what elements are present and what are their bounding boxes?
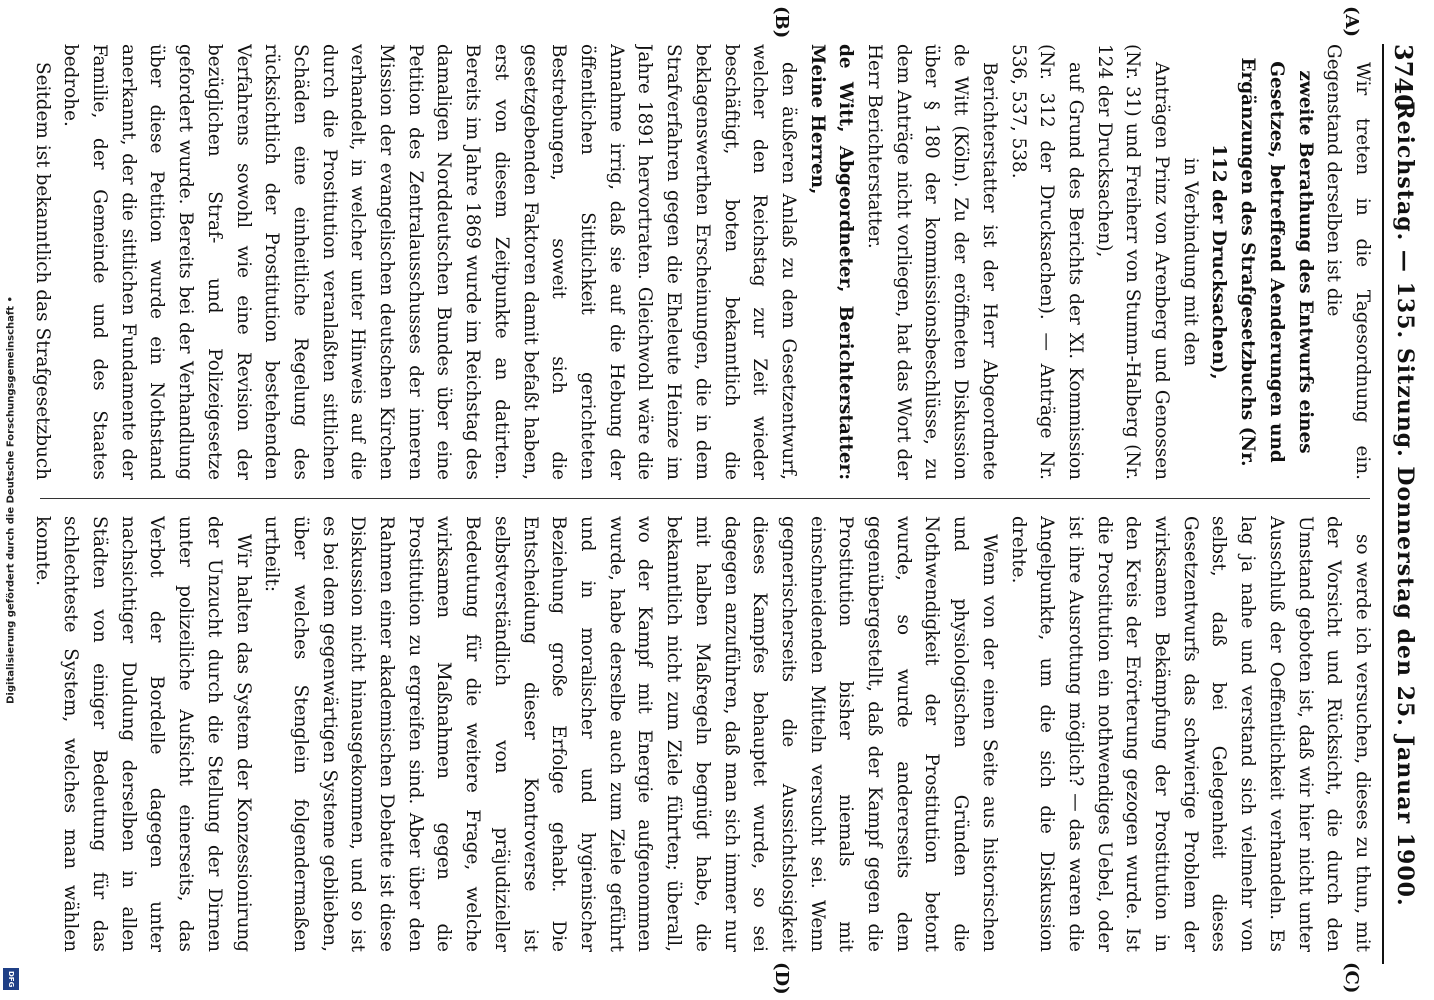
digitization-credit <box>0 0 22 1000</box>
margin-marker-a: (A) <box>1341 6 1362 37</box>
paragraph <box>26 516 27 952</box>
margin-marker-c: (C) <box>1341 962 1362 994</box>
paragraph: den äußeren Anlaß zu dem Gesetzentwurf, welcher den Reichstag zur Zeit wieder beschäftigt, boten bekanntlich die beklagenswerthen Erscheinungen, die in dem Strafverfahren gegen die Eheleute Heinze im Jahre 1891 hervortraten. Gleichwohl wäre die Annahme irrig, daß sie auf die Hebung der öffentlichen Sittlichkeit gerichteten Bestrebungen, soweit sich die gesetzgebenden Faktoren damit befaßt haben, erst von diesem Zeitpunkte an datirten. Bereits im Jahre 1869 wurde im Reichstag des damaligen Norddeutschen Bundes über eine Petition des Zentralausschusses der inneren Mission der evangelischen deutschen Kirchen verhandelt, in welcher unter Hinweis auf die durch die Prostitution veranlaßten sittlichen Schäden eine einheitliche Regelung des rücksichtlich der Prostitution bestehenden Verfahrens sowohl wie eine Revision der bezüglichen Straf- und Polizeigesetze gefordert wurde. Bereits bei der Verhandlung über diese Petition wurde ein Nothstand anerkannt, der die sittlichen Fundamente der Familie, der Gemeinde und des Staates bedrohe. <box>60 44 799 480</box>
paragraph: in Verbindung mit den <box>1179 157 1201 367</box>
scanned-page <box>22 0 1432 1000</box>
credit-text: Digitalisierung gefördert durch die Deutsche Forschungsgemeinschaft • <box>5 296 17 704</box>
paragraph: so werde ich versuchen, dieses zu thun, mit der Vorsicht und Rücksicht, die durch den Umstand geboten ist, daß wir hier nicht unter Ausschluß der Oeffentlichkeit verhandeln. Es lag ja nahe und verstand sich vielmehr von selbst, daß bei Gelegenheit dieses Gesetzentwurfs das schwierige Problem der wirksamen Bekämpfung der Prostitution in den Kreis der Erörterung gezogen wurde. Ist die Prostitution ein nothwendiges Uebel, oder ist ihre Ausrottung möglich? — das waren die Angelpunkte, um die sich die Diskussion drehte. <box>1007 516 1373 952</box>
left-column <box>26 44 1376 480</box>
paragraph: Wir halten das System der Konzessionirung der Unzucht durch die Stellung der Dirnen unter polizeiliche Aufsicht einerseits, das Verbot der Bordelle dagegen unter nachsichtiger Duldung derselben in allen Städten von einiger Bedeutung für das schlechteste System, welches man wählen konnte. <box>31 516 254 952</box>
paragraph: Wenn von der einen Seite aus historischen und physiologischen Gründen die Nothwendigkeit der Prostitution betont wurde, so wurde andererseits dem gegenübergestellt, daß der Kampf gegen die Prostitution bisher niemals mit einschneidenden Mitteln versucht sei. Wenn gegnerischerseits die Aussichtslosigkeit dieses Kampfes behauptet wurde, so sei dagegen anzuführen, daß man sich immer nur mit halben Maßregeln begnügt habe, die bekanntlich nicht zum Ziele führten; überall, wo der Kampf mit Energie aufgenommen wurde, habe derselbe auch zum Ziele geführt und in moralischer und hygienischer Beziehung große Erfolge gehabt. Die Entscheidung dieser Kontroverse ist selbstverständlich von präjudizieller Bedeutung für die weitere Frage, welche wirksamen Maßnahmen gegen die Prostitution zu ergreifen sind. Aber über den Rahmen einer akademischen Debatte ist diese Diskussion nicht hinausgekommen, und so ist es bei dem gegenwärtigen Systeme geblieben, über welches Stenglein folgendermaßen urtheilt: <box>261 516 1000 952</box>
paragraph: Wir treten in die Tagesordnung ein. Gegenstand derselben ist die <box>1323 44 1373 480</box>
right-column <box>26 516 1376 952</box>
dfg-logo: DFG <box>3 968 19 990</box>
paragraph: de Witt, Abgeordneter, Berichterstatter: Meine Herren, <box>806 44 857 480</box>
running-head: Reichstag. — 135. Sitzung. Donnerstag den 25. Januar 1900. <box>1392 101 1418 907</box>
margin-marker-d: (D) <box>771 962 792 995</box>
paragraph: Anträgen Prinz von Arenberg und Genossen (Nr. 31) und Freiherr von Stumm-Halberg (Nr. 124 der Drucksachen), <box>1093 44 1173 480</box>
margin-marker-b: (B) <box>771 6 792 39</box>
column-divider <box>40 498 1370 499</box>
page-header <box>1382 44 1424 964</box>
page-number: 3740 <box>1389 44 1418 111</box>
paragraph: Berichterstatter ist der Herr Abgeordnete de Witt (Köln). Zu der eröffneten Diskussion über § 180 der kommissionsbeschlüsse, zu dem Anträge nicht vorliegen, hat das Wort der Herr Berichterstatter. <box>864 44 1000 480</box>
paragraph: Seitdem ist bekanntlich das Strafgesetzbuch <box>31 62 53 480</box>
paragraph: auf Grund des Berichts der XI. Kommission (Nr. 312 der Drucksachen). — Anträge Nr. 536, 537, 538. <box>1007 44 1086 480</box>
paragraph: zweite Berathung des Entwurfs eines Gesetzes, betreffend Aenderungen und Ergänzungen des Strafgesetzbuchs (Nr. 112 der Drucksachen), <box>1208 57 1316 467</box>
